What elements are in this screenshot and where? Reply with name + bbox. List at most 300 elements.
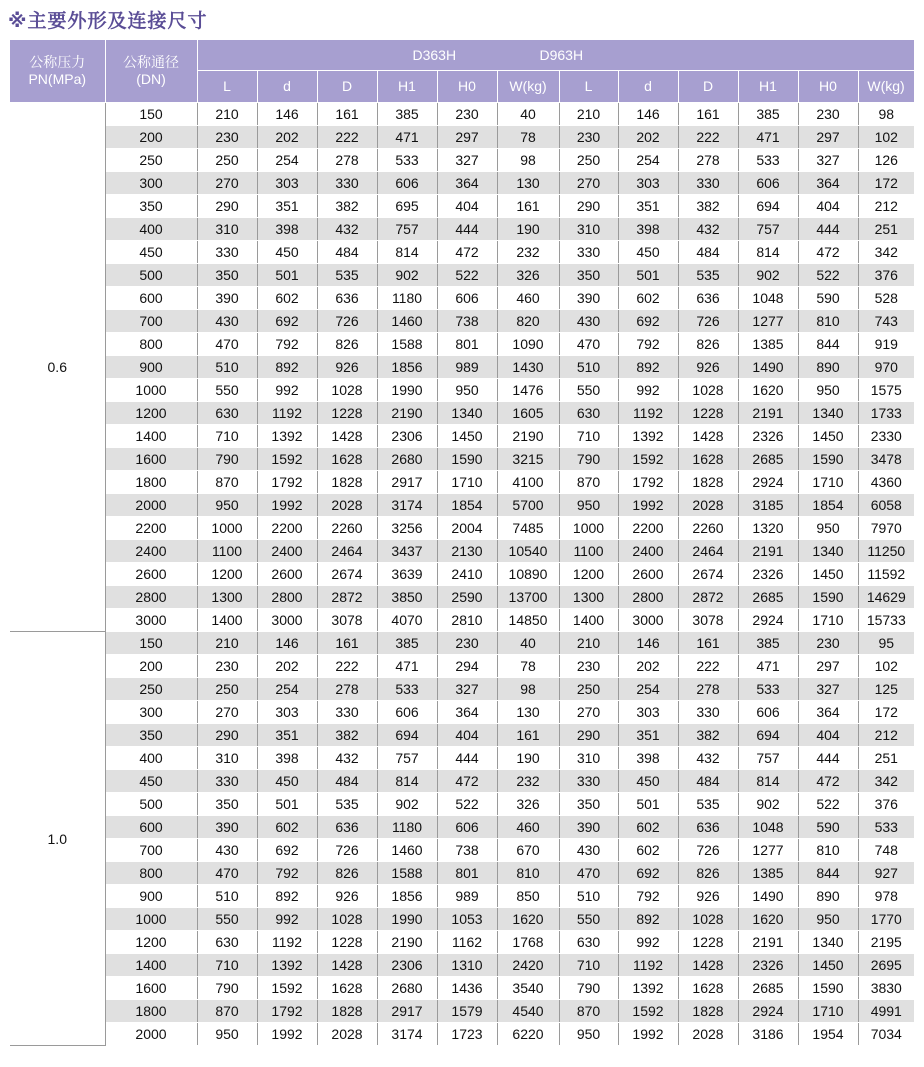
value-cell: 801 <box>437 333 497 356</box>
value-cell: 1828 <box>317 1000 377 1023</box>
value-cell: 2190 <box>377 402 437 425</box>
value-cell: 290 <box>559 724 618 747</box>
value-cell: 2810 <box>437 609 497 632</box>
value-cell: 7970 <box>858 517 914 540</box>
value-cell: 1340 <box>437 402 497 425</box>
value-cell: 694 <box>738 195 798 218</box>
value-cell: 230 <box>197 655 257 678</box>
value-cell: 432 <box>317 747 377 770</box>
value-cell: 2326 <box>738 425 798 448</box>
table-row <box>10 862 914 885</box>
value-cell: 2685 <box>738 977 798 1000</box>
value-cell: 3186 <box>738 1023 798 1046</box>
table-row <box>10 333 914 356</box>
dn-cell: 450 <box>105 241 197 264</box>
table-row <box>10 126 914 149</box>
value-cell: 11250 <box>858 540 914 563</box>
value-cell: 2190 <box>377 931 437 954</box>
value-cell: 2600 <box>618 563 678 586</box>
value-cell: 870 <box>197 471 257 494</box>
value-cell: 350 <box>559 793 618 816</box>
value-cell: 2674 <box>317 563 377 586</box>
value-cell: 1992 <box>257 1023 317 1046</box>
value-cell: 230 <box>798 632 858 655</box>
value-cell: 3639 <box>377 563 437 586</box>
value-cell: 606 <box>437 287 497 310</box>
value-cell: 294 <box>437 655 497 678</box>
value-cell: 870 <box>559 1000 618 1023</box>
dn-cell: 350 <box>105 724 197 747</box>
value-cell: 470 <box>197 333 257 356</box>
value-cell: 404 <box>798 724 858 747</box>
value-cell: 230 <box>559 126 618 149</box>
value-cell: 432 <box>678 218 738 241</box>
value-cell: 1100 <box>559 540 618 563</box>
value-cell: 1476 <box>497 379 559 402</box>
value-cell: 2191 <box>738 931 798 954</box>
value-cell: 606 <box>738 172 798 195</box>
value-cell: 902 <box>377 793 437 816</box>
value-cell: 330 <box>197 770 257 793</box>
value-cell: 501 <box>618 264 678 287</box>
value-cell: 992 <box>618 931 678 954</box>
value-cell: 222 <box>678 655 738 678</box>
value-cell: 1590 <box>798 448 858 471</box>
value-cell: 376 <box>858 793 914 816</box>
value-cell: 792 <box>257 333 317 356</box>
table-row <box>10 655 914 678</box>
table-row <box>10 241 914 264</box>
value-cell: 1856 <box>377 356 437 379</box>
value-cell: 310 <box>197 218 257 241</box>
value-cell: 270 <box>197 172 257 195</box>
value-cell: 15733 <box>858 609 914 632</box>
value-cell: 1340 <box>798 540 858 563</box>
table-row <box>10 425 914 448</box>
value-cell: 1792 <box>257 1000 317 1023</box>
table-row <box>10 1000 914 1023</box>
value-cell: 1460 <box>377 310 437 333</box>
group-d963h: D963H <box>539 47 584 63</box>
value-cell: 1340 <box>798 931 858 954</box>
value-cell: 3540 <box>497 977 559 1000</box>
value-cell: 95 <box>858 632 914 655</box>
value-cell: 3078 <box>678 609 738 632</box>
dn-cell: 1800 <box>105 1000 197 1023</box>
value-cell: 432 <box>678 747 738 770</box>
value-cell: 606 <box>437 816 497 839</box>
value-cell: 2191 <box>738 402 798 425</box>
value-cell: 1277 <box>738 310 798 333</box>
value-cell: 484 <box>317 241 377 264</box>
value-cell: 1992 <box>257 494 317 517</box>
value-cell: 472 <box>798 241 858 264</box>
value-cell: 472 <box>437 770 497 793</box>
table-row <box>10 977 914 1000</box>
value-cell: 230 <box>437 103 497 126</box>
value-cell: 3478 <box>858 448 914 471</box>
value-cell: 350 <box>197 264 257 287</box>
value-cell: 1990 <box>377 908 437 931</box>
value-cell: 102 <box>858 126 914 149</box>
value-cell: 1228 <box>317 402 377 425</box>
value-cell: 254 <box>618 149 678 172</box>
column-header: D <box>317 71 377 103</box>
table-row <box>10 954 914 977</box>
value-cell: 2800 <box>618 586 678 609</box>
value-cell: 1200 <box>559 563 618 586</box>
value-cell: 590 <box>798 816 858 839</box>
value-cell: 390 <box>197 816 257 839</box>
value-cell: 1592 <box>618 448 678 471</box>
table-row <box>10 931 914 954</box>
value-cell: 1490 <box>738 885 798 908</box>
value-cell: 450 <box>257 770 317 793</box>
value-cell: 2695 <box>858 954 914 977</box>
dn-cell: 900 <box>105 885 197 908</box>
value-cell: 1000 <box>197 517 257 540</box>
value-cell: 602 <box>618 287 678 310</box>
value-cell: 636 <box>678 816 738 839</box>
table-row <box>10 448 914 471</box>
value-cell: 950 <box>197 494 257 517</box>
value-cell: 2464 <box>678 540 738 563</box>
value-cell: 989 <box>437 356 497 379</box>
value-cell: 364 <box>437 701 497 724</box>
value-cell: 501 <box>257 793 317 816</box>
value-cell: 790 <box>559 977 618 1000</box>
value-cell: 450 <box>618 241 678 264</box>
value-cell: 190 <box>497 747 559 770</box>
value-cell: 892 <box>257 885 317 908</box>
value-cell: 172 <box>858 701 914 724</box>
value-cell: 1590 <box>798 586 858 609</box>
value-cell: 606 <box>377 701 437 724</box>
value-cell: 902 <box>738 793 798 816</box>
value-cell: 510 <box>197 885 257 908</box>
value-cell: 3830 <box>858 977 914 1000</box>
value-cell: 550 <box>559 379 618 402</box>
value-cell: 590 <box>798 287 858 310</box>
value-cell: 1200 <box>197 563 257 586</box>
value-cell: 790 <box>197 448 257 471</box>
value-cell: 743 <box>858 310 914 333</box>
value-cell: 1710 <box>798 609 858 632</box>
value-cell: 390 <box>559 816 618 839</box>
value-cell: 450 <box>257 241 317 264</box>
value-cell: 1733 <box>858 402 914 425</box>
value-cell: 844 <box>798 862 858 885</box>
value-cell: 1592 <box>257 448 317 471</box>
value-cell: 890 <box>798 885 858 908</box>
value-cell: 3078 <box>317 609 377 632</box>
dn-cell: 1400 <box>105 425 197 448</box>
value-cell: 1090 <box>497 333 559 356</box>
value-cell: 602 <box>618 839 678 862</box>
value-cell: 7034 <box>858 1023 914 1046</box>
value-cell: 146 <box>618 632 678 655</box>
dn-cell: 1200 <box>105 931 197 954</box>
value-cell: 602 <box>257 816 317 839</box>
value-cell: 330 <box>678 701 738 724</box>
value-cell: 2028 <box>317 494 377 517</box>
value-cell: 1460 <box>377 839 437 862</box>
value-cell: 692 <box>618 862 678 885</box>
value-cell: 3000 <box>618 609 678 632</box>
value-cell: 2028 <box>317 1023 377 1046</box>
value-cell: 210 <box>559 632 618 655</box>
value-cell: 1792 <box>257 471 317 494</box>
value-cell: 40 <box>497 103 559 126</box>
dn-cell: 500 <box>105 793 197 816</box>
dn-cell: 700 <box>105 310 197 333</box>
value-cell: 222 <box>678 126 738 149</box>
value-cell: 1192 <box>257 402 317 425</box>
value-cell: 430 <box>197 310 257 333</box>
value-cell: 254 <box>257 149 317 172</box>
value-cell: 222 <box>317 126 377 149</box>
value-cell: 1490 <box>738 356 798 379</box>
value-cell: 130 <box>497 172 559 195</box>
value-cell: 278 <box>317 678 377 701</box>
value-cell: 522 <box>798 264 858 287</box>
value-cell: 1300 <box>559 586 618 609</box>
value-cell: 1628 <box>678 977 738 1000</box>
value-cell: 810 <box>798 839 858 862</box>
value-cell: 1628 <box>317 977 377 1000</box>
value-cell: 278 <box>678 149 738 172</box>
value-cell: 1450 <box>437 425 497 448</box>
value-cell: 470 <box>559 862 618 885</box>
value-cell: 254 <box>257 678 317 701</box>
value-cell: 1710 <box>798 1000 858 1023</box>
value-cell: 533 <box>738 149 798 172</box>
value-cell: 1428 <box>678 425 738 448</box>
value-cell: 550 <box>559 908 618 931</box>
value-cell: 146 <box>257 103 317 126</box>
value-cell: 382 <box>678 724 738 747</box>
value-cell: 161 <box>317 103 377 126</box>
value-cell: 11592 <box>858 563 914 586</box>
value-cell: 444 <box>437 747 497 770</box>
value-cell: 1710 <box>437 471 497 494</box>
value-cell: 522 <box>437 264 497 287</box>
value-cell: 350 <box>559 264 618 287</box>
value-cell: 726 <box>317 310 377 333</box>
value-cell: 992 <box>257 908 317 931</box>
value-cell: 390 <box>559 287 618 310</box>
value-cell: 4360 <box>858 471 914 494</box>
value-cell: 510 <box>559 356 618 379</box>
table-body <box>10 103 914 1046</box>
pn-cell: 1.0 <box>10 632 105 1046</box>
value-cell: 950 <box>197 1023 257 1046</box>
value-cell: 232 <box>497 770 559 793</box>
value-cell: 950 <box>798 517 858 540</box>
value-cell: 738 <box>437 310 497 333</box>
value-cell: 978 <box>858 885 914 908</box>
value-cell: 484 <box>678 770 738 793</box>
value-cell: 1992 <box>618 1023 678 1046</box>
dn-cell: 700 <box>105 839 197 862</box>
value-cell: 251 <box>858 218 914 241</box>
value-cell: 230 <box>559 655 618 678</box>
value-cell: 230 <box>197 126 257 149</box>
value-cell: 992 <box>257 379 317 402</box>
value-cell: 810 <box>497 862 559 885</box>
value-cell: 757 <box>738 218 798 241</box>
value-cell: 692 <box>618 310 678 333</box>
value-cell: 398 <box>257 747 317 770</box>
value-cell: 1856 <box>377 885 437 908</box>
value-cell: 13700 <box>497 586 559 609</box>
value-cell: 250 <box>197 678 257 701</box>
value-cell: 3437 <box>377 540 437 563</box>
value-cell: 351 <box>257 724 317 747</box>
value-cell: 250 <box>197 149 257 172</box>
table-row <box>10 287 914 310</box>
value-cell: 670 <box>497 839 559 862</box>
value-cell: 98 <box>497 149 559 172</box>
value-cell: 310 <box>197 747 257 770</box>
value-cell: 385 <box>738 632 798 655</box>
pn-cell: 0.6 <box>10 103 105 632</box>
value-cell: 636 <box>317 816 377 839</box>
value-cell: 2685 <box>738 448 798 471</box>
value-cell: 2260 <box>678 517 738 540</box>
value-cell: 2306 <box>377 425 437 448</box>
value-cell: 1428 <box>317 425 377 448</box>
value-cell: 2028 <box>678 1023 738 1046</box>
value-cell: 1710 <box>798 471 858 494</box>
value-cell: 444 <box>798 218 858 241</box>
dn-cell: 2600 <box>105 563 197 586</box>
table-row <box>10 885 914 908</box>
dn-header-line1: 公称通径 <box>123 54 179 71</box>
value-cell: 694 <box>377 724 437 747</box>
value-cell: 630 <box>559 402 618 425</box>
value-cell: 1028 <box>678 379 738 402</box>
value-cell: 926 <box>317 885 377 908</box>
pn-header <box>10 40 105 103</box>
page-title: ※主要外形及连接尺寸 <box>8 10 208 32</box>
value-cell: 297 <box>798 655 858 678</box>
dn-cell: 3000 <box>105 609 197 632</box>
value-cell: 2200 <box>257 517 317 540</box>
value-cell: 926 <box>678 885 738 908</box>
value-cell: 2872 <box>678 586 738 609</box>
value-cell: 161 <box>678 632 738 655</box>
value-cell: 950 <box>559 494 618 517</box>
table-row <box>10 402 914 425</box>
dn-cell: 2400 <box>105 540 197 563</box>
value-cell: 870 <box>197 1000 257 1023</box>
value-cell: 297 <box>437 126 497 149</box>
table-row <box>10 517 914 540</box>
value-cell: 10890 <box>497 563 559 586</box>
value-cell: 102 <box>858 655 914 678</box>
table-row <box>10 793 914 816</box>
value-cell: 278 <box>678 678 738 701</box>
value-cell: 535 <box>317 793 377 816</box>
value-cell: 3850 <box>377 586 437 609</box>
value-cell: 98 <box>497 678 559 701</box>
value-cell: 606 <box>377 172 437 195</box>
value-cell: 364 <box>798 172 858 195</box>
column-header: d <box>257 71 317 103</box>
value-cell: 3000 <box>257 609 317 632</box>
value-cell: 2685 <box>738 586 798 609</box>
value-cell: 351 <box>618 195 678 218</box>
dn-cell: 150 <box>105 103 197 126</box>
table-header <box>10 40 914 103</box>
value-cell: 251 <box>858 747 914 770</box>
value-cell: 692 <box>257 310 317 333</box>
value-cell: 310 <box>559 747 618 770</box>
value-cell: 2680 <box>377 448 437 471</box>
value-cell: 484 <box>317 770 377 793</box>
value-cell: 460 <box>497 816 559 839</box>
value-cell: 484 <box>678 241 738 264</box>
value-cell: 202 <box>618 655 678 678</box>
dn-cell: 250 <box>105 678 197 701</box>
value-cell: 2800 <box>257 586 317 609</box>
value-cell: 814 <box>738 770 798 793</box>
value-cell: 1310 <box>437 954 497 977</box>
value-cell: 2410 <box>437 563 497 586</box>
value-cell: 2191 <box>738 540 798 563</box>
value-cell: 1828 <box>678 1000 738 1023</box>
table-row <box>10 471 914 494</box>
value-cell: 630 <box>197 931 257 954</box>
column-header: W(kg) <box>858 71 914 103</box>
value-cell: 1428 <box>317 954 377 977</box>
value-cell: 310 <box>559 218 618 241</box>
value-cell: 190 <box>497 218 559 241</box>
dn-cell: 900 <box>105 356 197 379</box>
dn-cell: 1600 <box>105 977 197 1000</box>
value-cell: 376 <box>858 264 914 287</box>
value-cell: 270 <box>197 701 257 724</box>
value-cell: 7485 <box>497 517 559 540</box>
value-cell: 1854 <box>437 494 497 517</box>
value-cell: 1954 <box>798 1023 858 1046</box>
value-cell: 290 <box>559 195 618 218</box>
dn-cell: 600 <box>105 287 197 310</box>
dn-cell: 1600 <box>105 448 197 471</box>
value-cell: 1620 <box>497 908 559 931</box>
value-cell: 510 <box>197 356 257 379</box>
value-cell: 1053 <box>437 908 497 931</box>
value-cell: 444 <box>798 747 858 770</box>
value-cell: 1605 <box>497 402 559 425</box>
pn-header-line1: 公称压力 <box>29 54 86 71</box>
value-cell: 2400 <box>618 540 678 563</box>
value-cell: 814 <box>377 241 437 264</box>
value-cell: 210 <box>197 632 257 655</box>
value-cell: 602 <box>618 816 678 839</box>
value-cell: 14850 <box>497 609 559 632</box>
value-cell: 5700 <box>497 494 559 517</box>
table-row <box>10 379 914 402</box>
value-cell: 757 <box>377 747 437 770</box>
value-cell: 1277 <box>738 839 798 862</box>
value-cell: 792 <box>618 885 678 908</box>
value-cell: 278 <box>317 149 377 172</box>
value-cell: 501 <box>618 793 678 816</box>
value-cell: 303 <box>618 701 678 724</box>
value-cell: 606 <box>738 701 798 724</box>
